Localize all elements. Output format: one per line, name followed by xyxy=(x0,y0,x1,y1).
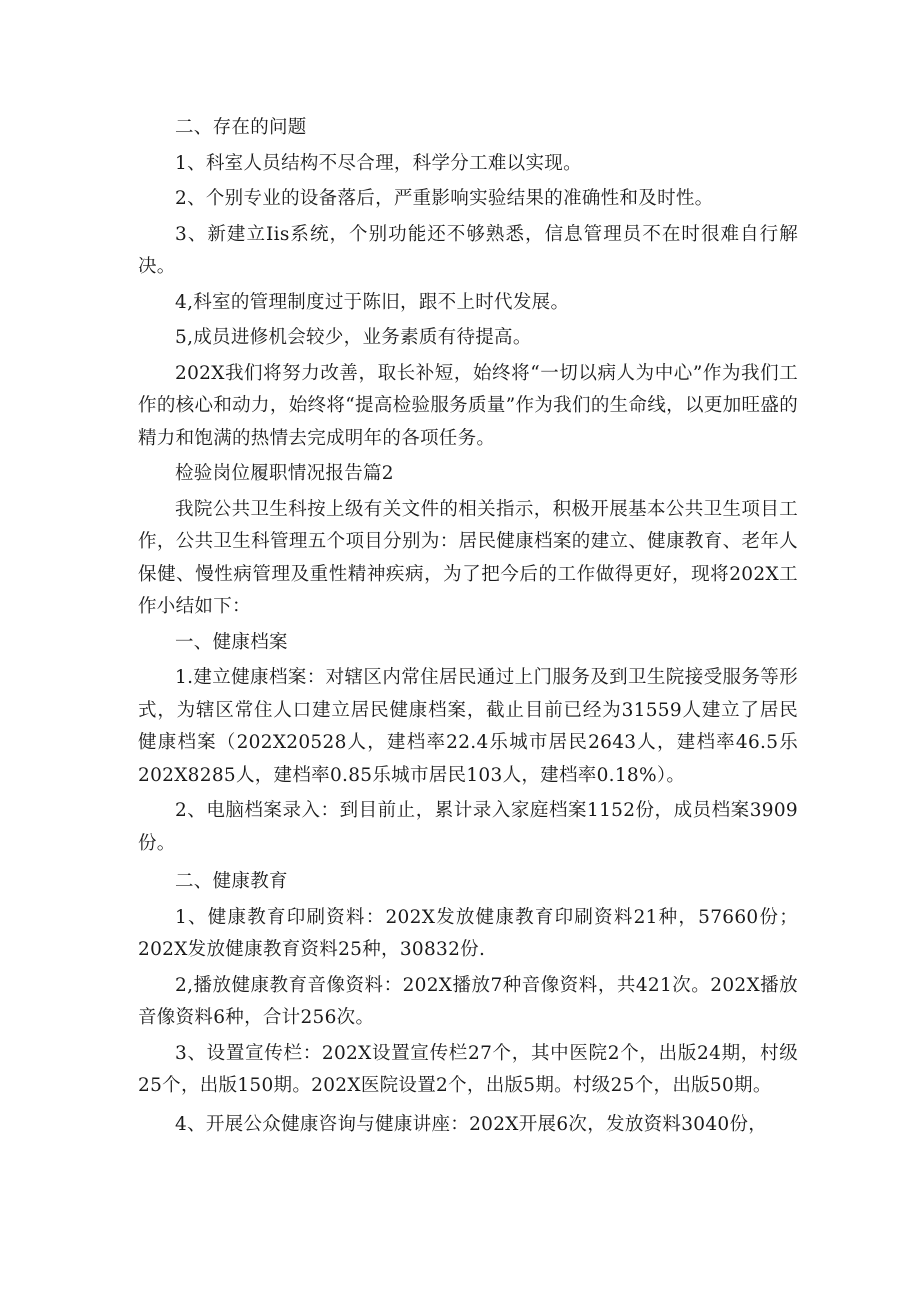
health-education-item-1: 1、健康教育印刷资料：202X发放健康教育印刷资料21种，57660份；202X发放健康教育资料25种，30832份. xyxy=(138,906,798,960)
problem-item-5: 5,成员进修机会较少，业务素质有待提高。 xyxy=(175,327,532,348)
health-records-item-1: 1.建立健康档案：对辖区内常住居民通过上门服务及到卫生院接受服务等形式，为辖区常住人口建立居民健康档案，截止目前已经为31559人建立了居民健康档案（202X20528人，建档率22.4乐城市居民2643人，建档率46.5乐202X8285人，建档率0.85乐城市居民103人，建档率0.18%）。 xyxy=(138,667,798,786)
problem-item-4: 4,科室的管理制度过于陈旧，跟不上时代发展。 xyxy=(175,291,570,313)
conclusion-paragraph: 202X我们将努力改善，取长补短，始终将“一切以病人为中心”作为我们工作的核心和动力，始终将“提高检验服务质量”作为我们的生命线，以更加旺盛的精力和饱满的热情去完成明年的各项任务。 xyxy=(138,362,798,449)
health-education-item-3: 3、设置宣传栏：202X设置宣传栏27个，其中医院2个，出版24期，村级25个，出版150期。202X医院设置2个，出版5期。村级25个，出版50期。 xyxy=(138,1042,798,1096)
health-education-item-2: 2,播放健康教育音像资料：202X播放7种音像资料，共421次。202X播放音像资料6种，合计256次。 xyxy=(138,974,798,1028)
problem-item-1: 1、科室人员结构不尽合理，科学分工难以实现。 xyxy=(175,152,582,174)
section-heading-health-education: 二、健康教育 xyxy=(175,871,288,892)
report-title-part-2: 检验岗位履职情况报告篇2 xyxy=(175,463,394,484)
intro-paragraph: 我院公共卫生科按上级有关文件的相关指示，积极开展基本公共卫生项目工作，公共卫生科管理五个项目分别为：居民健康档案的建立、健康教育、老年人保健、慢性病管理及重性精神疾病，为了把今后的工作做得更好，现将202X工作小结如下： xyxy=(138,498,798,617)
section-heading-problems: 二、存在的问题 xyxy=(175,117,307,138)
problem-item-3: 3、新建立Iis系统，个别功能还不够熟悉，信息管理员不在时很难自行解决。 xyxy=(138,223,798,277)
health-education-item-4: 4、开展公众健康咨询与健康讲座：202X开展6次，发放资料3040份， xyxy=(175,1113,768,1135)
document-body xyxy=(138,112,798,1141)
health-records-item-2: 2、电脑档案录入：到目前止，累计录入家庭档案1152份，成员档案3909份。 xyxy=(138,800,798,854)
problem-item-2: 2、个别专业的设备落后，严重影响实验结果的准确性和及时性。 xyxy=(175,188,714,209)
section-heading-health-records: 一、健康档案 xyxy=(175,631,288,653)
